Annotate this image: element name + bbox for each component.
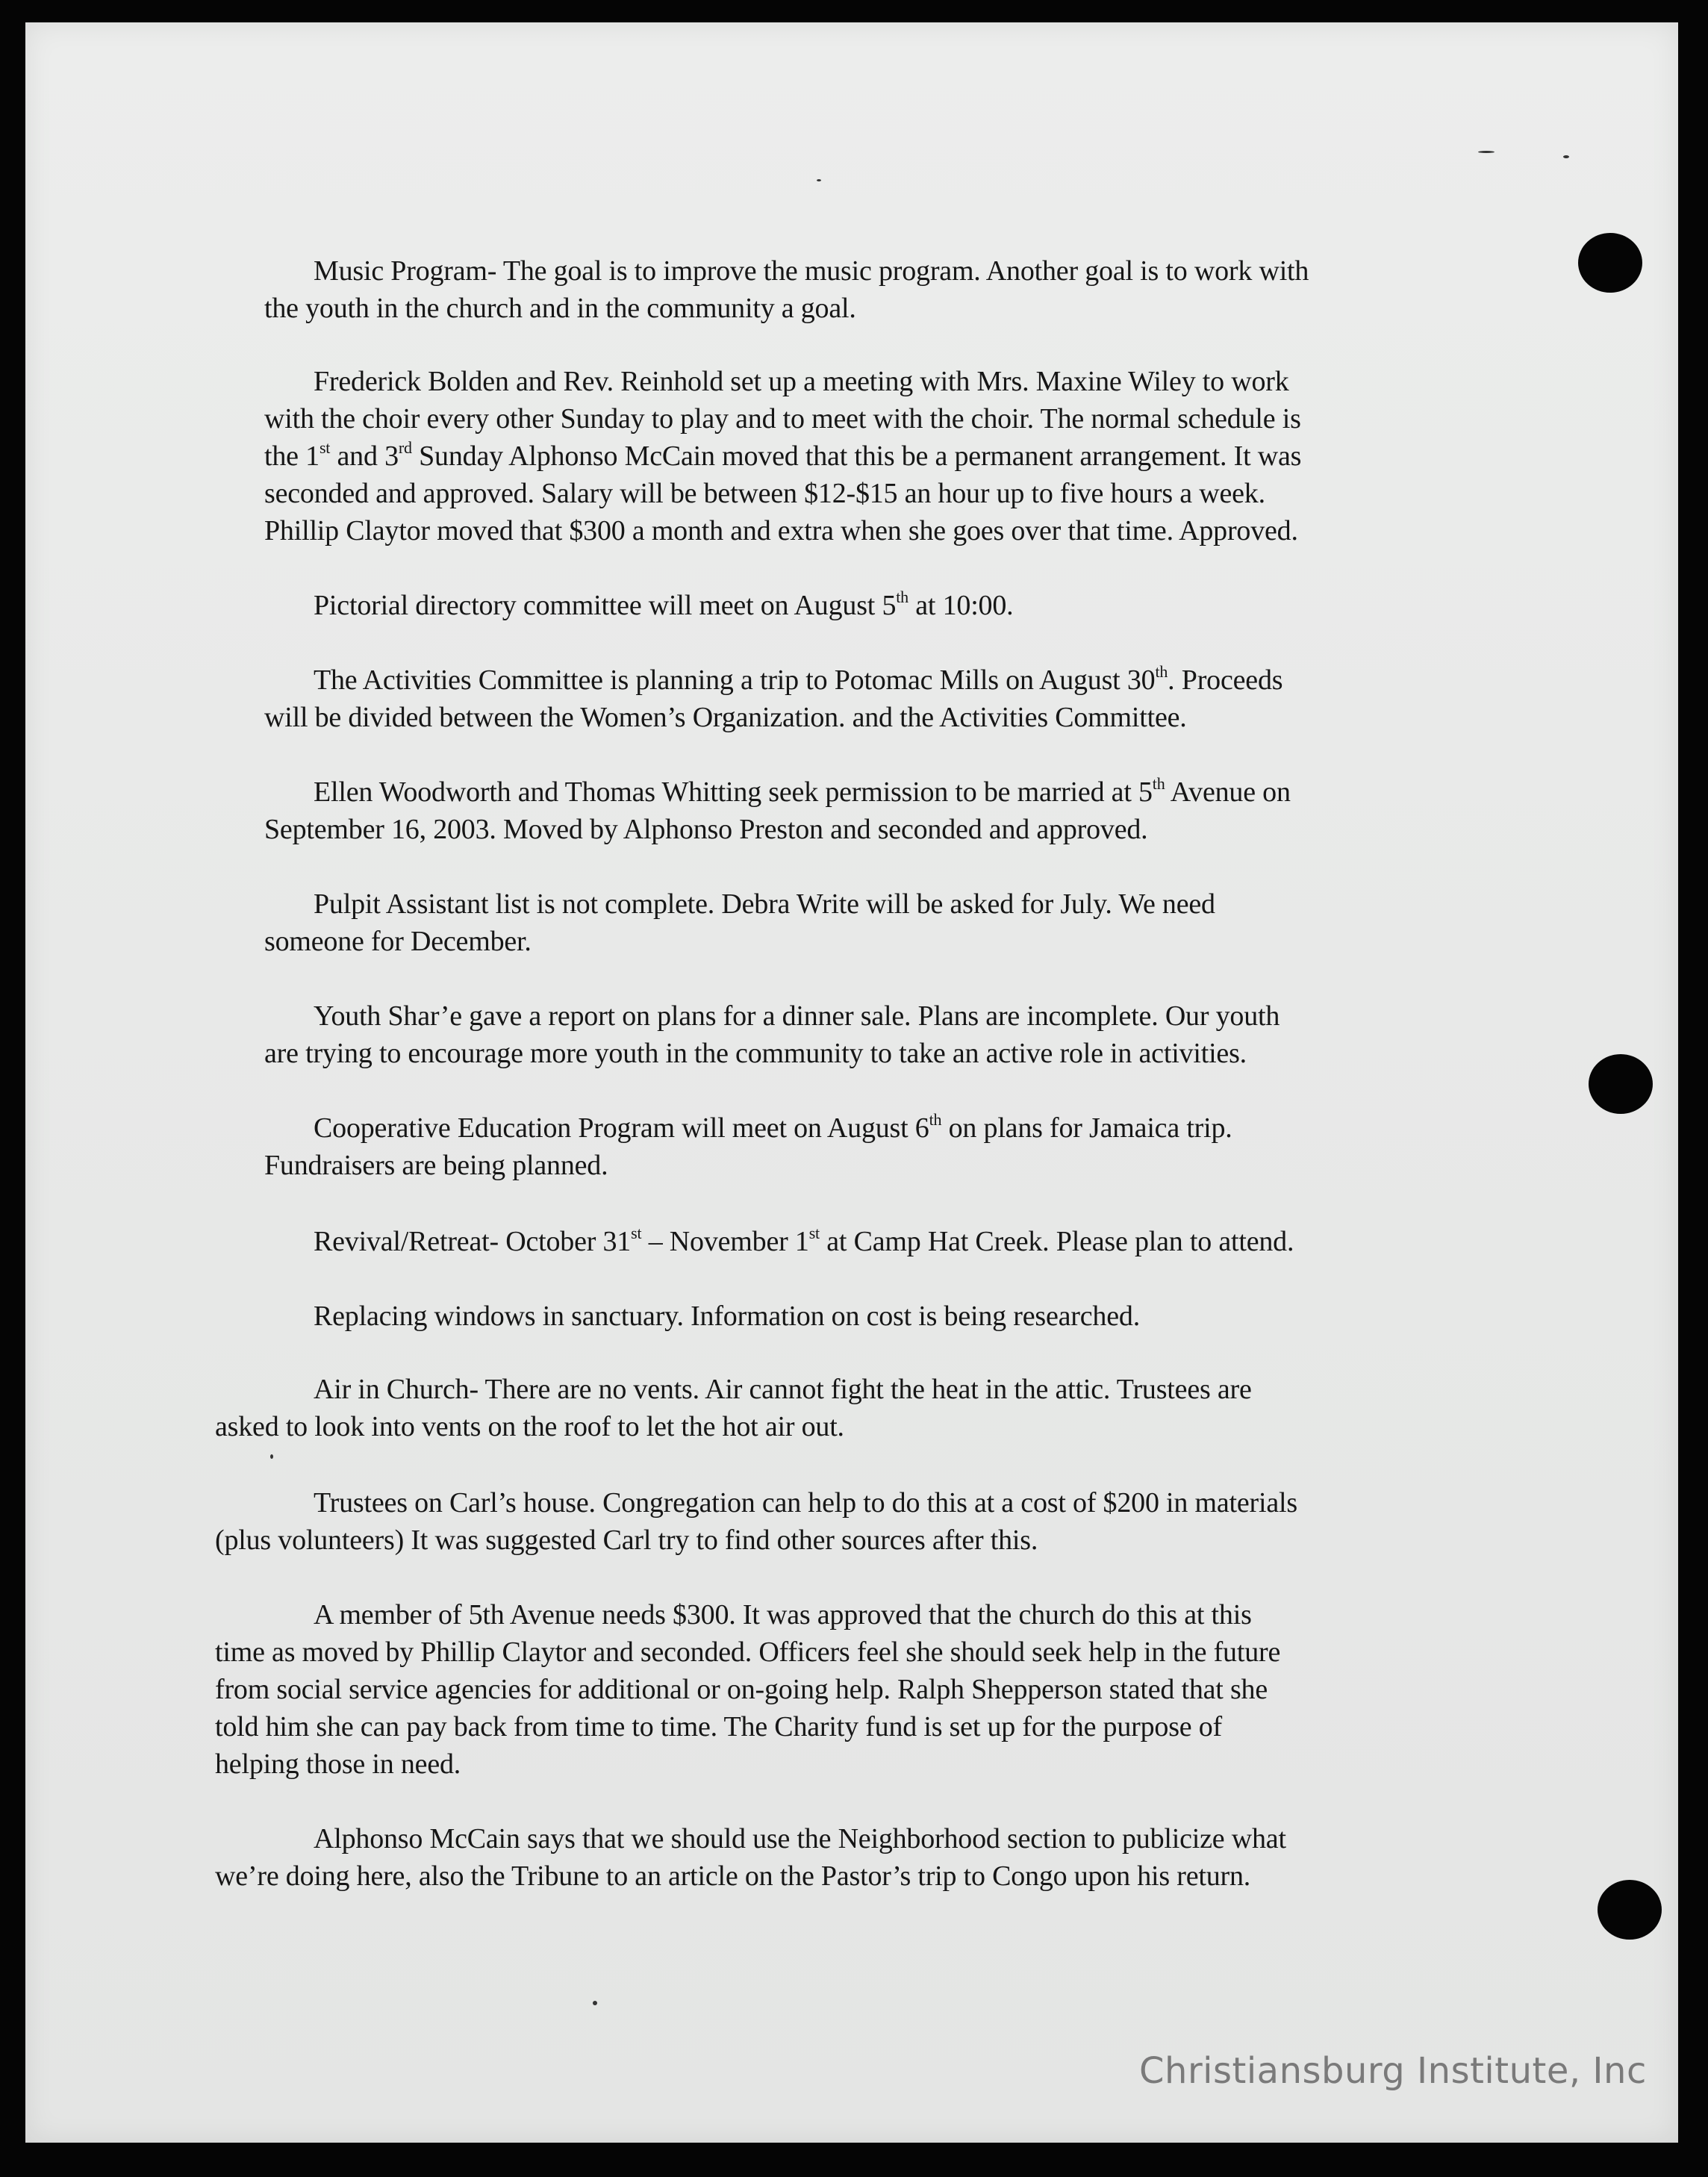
paragraph-windows	[314, 1298, 1140, 1335]
text-line: told him she can pay back from time to time. The Charity fund is set up for the purpose of	[215, 1711, 1222, 1742]
text-line: A member of 5th Avenue needs $300. It was approved that the church do this at this	[314, 1599, 1252, 1631]
paragraph-pictorial-directory	[314, 587, 1013, 624]
text-line: someone for December.	[264, 926, 532, 957]
text-line: from social service agencies for additional or on-going help. Ralph Shepperson stated that she	[215, 1674, 1268, 1705]
text-line: the 1st and 3rd Sunday Alphonso McCain moved that this be a permanent arrangement. It was	[264, 438, 1302, 472]
text-line: Pulpit Assistant list is not complete. Debra Write will be asked for July. We need	[314, 888, 1215, 920]
paragraph-choir-arrangement	[264, 363, 1301, 549]
text-line: Frederick Bolden and Rev. Reinhold set up a meeting with Mrs. Maxine Wiley to work	[314, 366, 1289, 397]
paragraph-activities-committee	[264, 661, 1282, 736]
text-line: helping those in need.	[215, 1748, 461, 1780]
paragraph-music-program	[264, 252, 1309, 327]
text-line: Fundraisers are being planned.	[264, 1150, 608, 1181]
text-line: Revival/Retreat- October 31st – November 1st at Camp Hat Creek. Please plan to attend.	[314, 1224, 1294, 1257]
text-line: we’re doing here, also the Tribune to an article on the Pastor’s trip to Congo upon his return.	[215, 1860, 1251, 1892]
text-line: Air in Church- There are no vents. Air cannot fight the heat in the attic. Trustees are	[314, 1374, 1252, 1405]
paragraph-air-in-church	[215, 1371, 1252, 1445]
text-line: Pictorial directory committee will meet on August 5th at 10:00.	[314, 588, 1014, 621]
text-line: the youth in the church and in the community a goal.	[264, 293, 856, 324]
text-line: Phillip Claytor moved that $300 a month and extra when she goes over that time. Approved.	[264, 515, 1298, 546]
paragraph-cooperative-education	[264, 1109, 1232, 1184]
text-line: (plus volunteers) It was suggested Carl try to find other sources after this.	[215, 1524, 1038, 1556]
text-line: time as moved by Phillip Claytor and seconded. Officers feel she should seek help in the future	[215, 1636, 1281, 1668]
paragraph-wedding	[264, 773, 1291, 848]
text-line: The Activities Committee is planning a trip to Potomac Mills on August 30th. Proceeds	[314, 662, 1283, 696]
text-line: with the choir every other Sunday to play and to meet with the choir. The normal schedule is	[264, 403, 1301, 435]
paper-speck	[817, 179, 821, 181]
binder-hole	[1598, 1880, 1662, 1940]
text-line: Alphonso McCain says that we should use the Neighborhood section to publicize what	[314, 1823, 1286, 1854]
text-line: September 16, 2003. Moved by Alphonso Preston and seconded and approved.	[264, 814, 1148, 845]
text-line: seconded and approved. Salary will be between $12-$15 an hour up to five hours a week.	[264, 478, 1265, 509]
text-line: Youth Shar’e gave a report on plans for a dinner sale. Plans are incomplete. Our youth	[314, 1000, 1280, 1032]
text-line: Trustees on Carl’s house. Congregation can help to do this at a cost of $200 in materials	[314, 1487, 1297, 1519]
paragraph-publicity	[215, 1820, 1286, 1895]
text-line: Music Program- The goal is to improve the music program. Another goal is to work with	[314, 255, 1309, 287]
text-line: Replacing windows in sanctuary. Information on cost is being researched.	[314, 1301, 1140, 1332]
paragraph-pulpit-assistant	[264, 885, 1215, 960]
paragraph-revival	[314, 1223, 1294, 1260]
text-line: Ellen Woodworth and Thomas Whitting seek permission to be married at 5th Avenue on	[314, 774, 1291, 808]
text-line: are trying to encourage more youth in the community to take an active role in activities.	[264, 1038, 1247, 1069]
paper-speck	[1478, 151, 1494, 153]
paragraph-youth-report	[264, 997, 1280, 1072]
paragraph-carls-house	[215, 1484, 1297, 1559]
archive-watermark: Christiansburg Institute, Inc	[1139, 2050, 1647, 2092]
binder-hole	[1589, 1054, 1653, 1114]
paper-speck	[270, 1454, 273, 1459]
text-line: asked to look into vents on the roof to let the hot air out.	[215, 1411, 844, 1442]
paragraph-member-assistance	[215, 1596, 1280, 1783]
text-line: Cooperative Education Program will meet on August 6th on plans for Jamaica trip.	[314, 1110, 1232, 1144]
paper-speck	[1563, 155, 1569, 158]
paper-speck	[593, 2001, 597, 2005]
text-line: will be divided between the Women’s Organization. and the Activities Committee.	[264, 702, 1187, 733]
binder-hole	[1578, 233, 1642, 293]
